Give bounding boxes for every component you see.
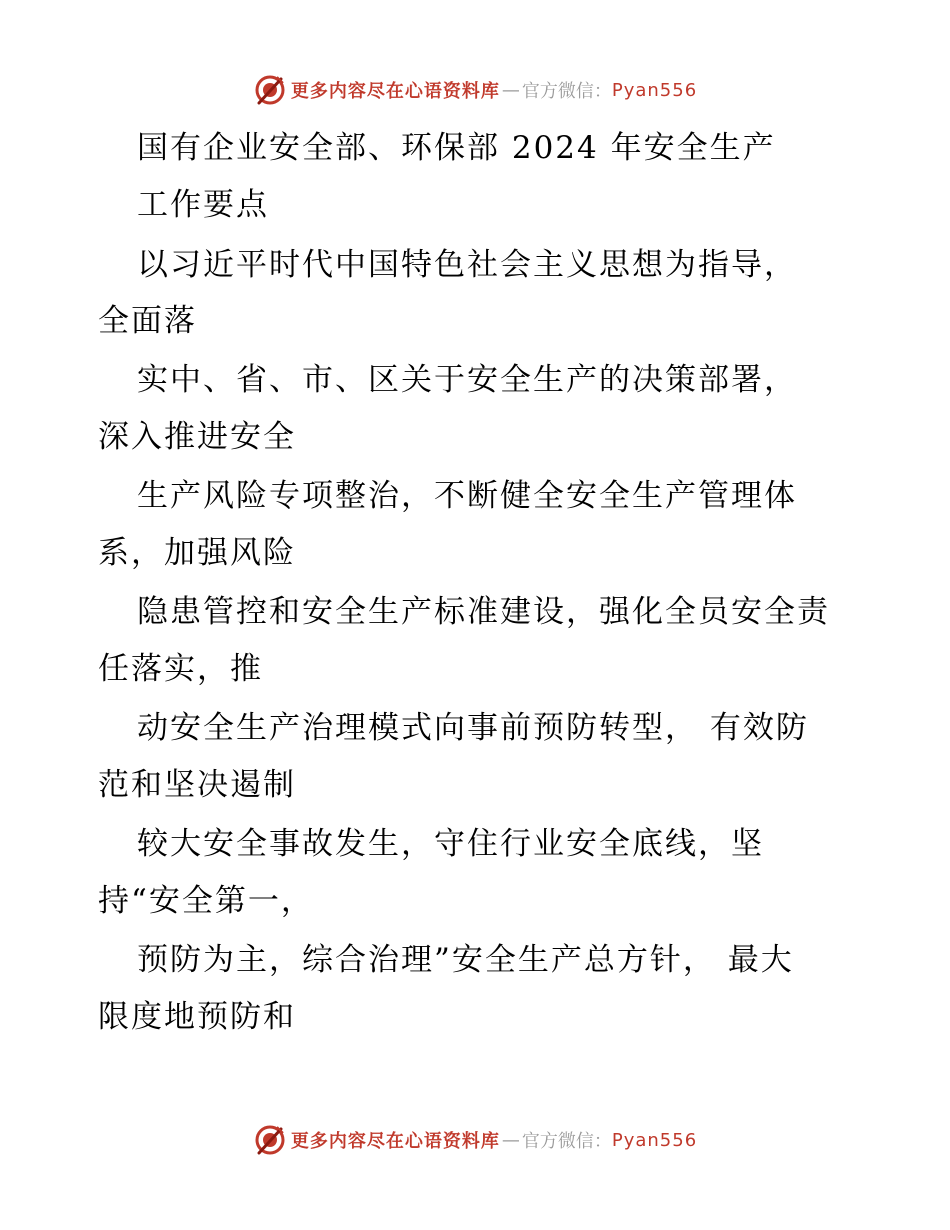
watermark-dash: — <box>501 79 520 101</box>
quill-pen-seal-icon <box>253 73 287 107</box>
watermark-main-text: 更多内容尽在心语资料库 <box>290 81 500 102</box>
doc-line: 全面落 <box>98 303 197 339</box>
doc-line: 任落实，推 <box>98 651 263 687</box>
watermark-sub-text: 官方微信： <box>521 81 612 102</box>
doc-title-line-2: 工作要点 <box>137 187 269 223</box>
doc-line: 限度地预防和 <box>98 999 296 1035</box>
doc-line: 范和坚决遏制 <box>98 767 296 803</box>
doc-line: 动安全生产治理模式向事前预防转型， 有效防 <box>137 710 809 746</box>
doc-line: 以习近平时代中国特色社会主义思想为指导， <box>137 247 797 283</box>
quill-pen-seal-icon <box>253 1123 287 1157</box>
doc-line: 深入推进安全 <box>98 419 296 455</box>
doc-line: 预防为主，综合治理”安全生产总方针， 最大 <box>137 942 794 978</box>
watermark-main-text: 更多内容尽在心语资料库 <box>290 1131 500 1152</box>
watermark-dash: — <box>501 1129 520 1151</box>
doc-line: 持“安全第一， <box>98 883 314 919</box>
doc-title-line-1: 国有企业安全部、环保部 2024 年安全生产 <box>137 130 776 166</box>
doc-line: 系，加强风险 <box>98 535 296 571</box>
doc-line: 较大安全事故发生，守住行业安全底线，坚 <box>137 826 764 862</box>
header-watermark <box>0 70 950 110</box>
watermark-sub-text: 官方微信： <box>521 1131 612 1152</box>
footer-watermark <box>0 1120 950 1160</box>
doc-line: 生产风险专项整治，不断健全安全生产管理体 <box>137 478 797 514</box>
doc-line: 实中、省、市、区关于安全生产的决策部署， <box>137 362 797 398</box>
doc-line: 隐患管控和安全生产标准建设，强化全员安全责 <box>137 594 830 630</box>
watermark-handle: Pyan556 <box>611 79 698 101</box>
watermark-handle: Pyan556 <box>611 1129 698 1151</box>
